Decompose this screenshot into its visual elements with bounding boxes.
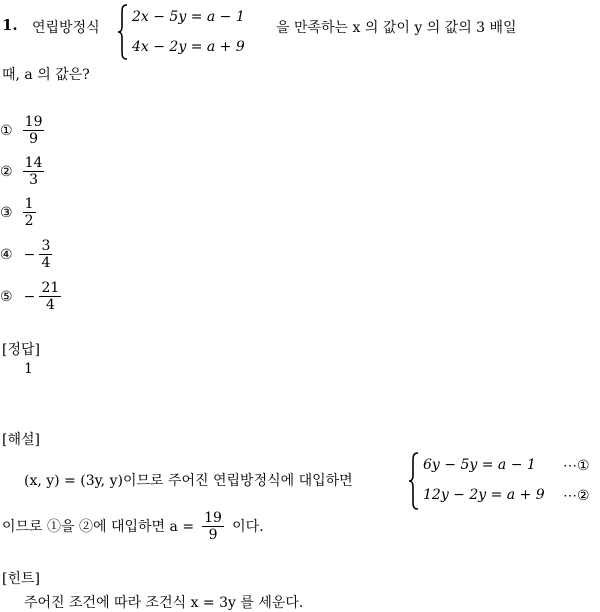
- choice-item[interactable]: [0, 196, 35, 229]
- fraction-numerator: 21: [41, 280, 60, 296]
- solution-fraction: [203, 510, 223, 543]
- fraction-numerator: 19: [204, 510, 222, 526]
- fraction-denominator: 4: [45, 297, 55, 313]
- solution-conclusion-pre: 이므로 ①을 ②에 대입하면 a =: [2, 519, 195, 535]
- choice-item[interactable]: [0, 155, 43, 188]
- fraction-denominator: 3: [29, 172, 39, 188]
- left-brace-icon: [117, 4, 129, 60]
- fraction-numerator: 1: [24, 196, 34, 212]
- choice-marker: ③: [0, 205, 13, 221]
- problem-lead: 연립방정식: [32, 20, 100, 36]
- answer-value: 1: [24, 361, 33, 377]
- answer-heading: [정답]: [2, 342, 40, 358]
- solution-conclusion: [2, 510, 264, 543]
- fraction-numerator: 3: [41, 238, 51, 254]
- hint-heading: [힌트]: [2, 571, 40, 587]
- left-brace-icon: [408, 452, 420, 510]
- problem-tail: 을 만족하는 x 의 값이 y 의 값의 3 배일: [276, 20, 517, 36]
- solution-lead: (x, y) = (3y, y)이므로 주어진 연립방정식에 대입하면: [24, 473, 353, 489]
- solution-equation-2: 12y − 2y = a + 9: [423, 487, 545, 503]
- choice-fraction: [40, 238, 51, 271]
- problem-number: 1.: [2, 16, 18, 34]
- choice-sign: −: [23, 289, 36, 305]
- choice-fraction: [24, 114, 44, 147]
- solution-equation-2-tag: ⋯②: [563, 488, 590, 504]
- choice-sign: −: [23, 247, 36, 263]
- choice-item[interactable]: [0, 238, 51, 271]
- choice-marker: ④: [0, 247, 13, 263]
- choice-marker: ①: [0, 123, 13, 139]
- choice-fraction: [24, 196, 35, 229]
- problem-equation-1: 2x − 5y = a − 1: [132, 9, 245, 25]
- choice-fraction: [24, 155, 44, 188]
- solution-conclusion-post: 이다.: [232, 519, 264, 535]
- fraction-numerator: 14: [24, 155, 43, 171]
- choice-marker: ②: [0, 164, 13, 180]
- fraction-denominator: 4: [41, 255, 51, 271]
- hint-text: 주어진 조건에 따라 조건식 x = 3y 를 세운다.: [24, 595, 304, 611]
- choice-marker: ⑤: [0, 289, 13, 305]
- solution-heading: [해설]: [2, 432, 40, 448]
- choice-item[interactable]: [0, 114, 43, 147]
- fraction-denominator: 9: [29, 131, 39, 147]
- fraction-numerator: 19: [24, 114, 43, 130]
- problem-line-2: 때, a 의 값은?: [2, 67, 90, 83]
- solution-equation-1-tag: ⋯①: [563, 458, 590, 474]
- problem-equation-2: 4x − 2y = a + 9: [132, 39, 245, 55]
- fraction-denominator: 9: [208, 527, 218, 543]
- fraction-denominator: 2: [24, 213, 34, 229]
- choice-item[interactable]: [0, 280, 60, 313]
- choice-fraction: [40, 280, 60, 313]
- solution-equation-1: 6y − 5y = a − 1: [423, 457, 536, 473]
